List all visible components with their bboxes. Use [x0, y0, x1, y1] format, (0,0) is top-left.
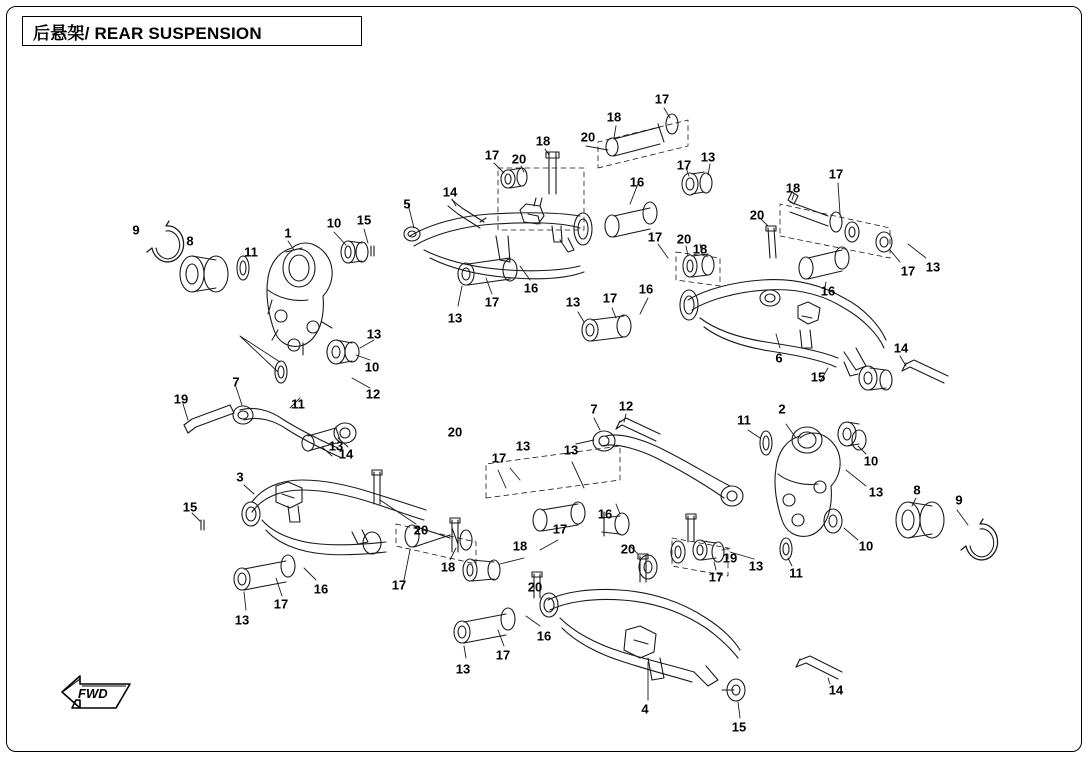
callout-number: 7: [232, 374, 240, 390]
callout-number: 8: [186, 233, 194, 249]
callout-number: 11: [789, 565, 803, 581]
callout-number: 17: [495, 647, 511, 663]
callout-number: 2: [778, 401, 786, 417]
callout-number: 13: [455, 661, 471, 677]
callout-number: 11: [244, 244, 258, 260]
callout-number: 10: [858, 538, 874, 554]
callout-number: 10: [863, 453, 879, 469]
part-a-arm-lower-right: [454, 569, 842, 718]
callout-number: 14: [338, 446, 354, 462]
callout-number: 17: [273, 596, 289, 612]
callout-number: 20: [620, 541, 636, 557]
callout-number: 3: [236, 469, 244, 485]
callout-number: 16: [629, 174, 645, 190]
callout-number: 11: [737, 412, 751, 428]
callout-number: 13: [234, 612, 250, 628]
callout-number: 13: [925, 259, 941, 275]
callout-number: 17: [484, 147, 500, 163]
callout-number: 9: [132, 222, 140, 238]
callout-number: 20: [676, 231, 692, 247]
callout-number: 17: [900, 263, 916, 279]
part-knuckle-left: [147, 221, 374, 458]
callout-number: 15: [356, 212, 372, 228]
callout-number: 12: [618, 398, 634, 414]
callout-number: 15: [182, 499, 198, 515]
callout-number: 1: [284, 225, 292, 241]
callout-number: 6: [775, 350, 783, 366]
callout-number: 17: [491, 450, 507, 466]
callout-number: 13: [366, 326, 382, 342]
callout-number: 12: [365, 386, 381, 402]
callout-number: 13: [868, 484, 884, 500]
callout-number: 18: [512, 538, 528, 554]
callout-number: 16: [638, 281, 654, 297]
callout-number: 17: [602, 290, 618, 306]
part-knuckle-right: [576, 414, 998, 585]
callout-number: 17: [391, 577, 407, 593]
callout-number: 10: [326, 215, 342, 231]
callout-number: 15: [731, 719, 747, 735]
callout-number: 17: [708, 569, 724, 585]
callout-number: 19: [722, 550, 738, 566]
callout-number: 16: [536, 628, 552, 644]
callout-number: 18: [440, 559, 456, 575]
callout-number: 17: [484, 294, 500, 310]
callout-number: 17: [828, 166, 844, 182]
callout-number: 16: [597, 506, 613, 522]
callout-number: 17: [552, 521, 568, 537]
callout-number: 16: [313, 581, 329, 597]
callout-number: 13: [563, 442, 579, 458]
callout-number: 14: [828, 682, 844, 698]
page-title: 后悬架/ REAR SUSPENSION: [33, 23, 262, 43]
callout-number: 13: [748, 558, 764, 574]
callout-number: 9: [955, 492, 963, 508]
callout-number: 18: [606, 109, 622, 125]
callout-number: 18: [535, 133, 551, 149]
callout-number: 13: [565, 294, 581, 310]
callout-number: 11: [291, 396, 305, 412]
part-upper-a-arm-left: [404, 108, 712, 306]
callout-number: 20: [527, 579, 543, 595]
callout-number: 17: [647, 229, 663, 245]
callout-number: 10: [364, 359, 380, 375]
callout-number: 4: [641, 701, 649, 717]
callout-number: 20: [413, 522, 429, 538]
callout-number: 16: [820, 283, 836, 299]
callout-number: 5: [403, 196, 411, 212]
callout-number: 8: [913, 482, 921, 498]
callout-number: 18: [785, 180, 801, 196]
callout-number: 13: [447, 310, 463, 326]
callout-number: 18: [692, 241, 708, 257]
callout-number: 19: [173, 391, 189, 407]
callout-number: 14: [442, 184, 458, 200]
callout-number: 7: [590, 401, 598, 417]
callout-number: 17: [676, 157, 692, 173]
fwd-label: FWD: [78, 686, 108, 701]
callout-number: 15: [810, 369, 826, 385]
callout-number: 16: [523, 280, 539, 296]
callout-number: 20: [447, 424, 463, 440]
callout-number: 17: [654, 91, 670, 107]
callout-number: 13: [328, 438, 344, 454]
callout-number: 13: [700, 149, 716, 165]
callout-number: 13: [515, 438, 531, 454]
callout-number: 20: [511, 151, 527, 167]
callout-number: 14: [893, 340, 909, 356]
part-a-arm-lower-left: [192, 442, 696, 610]
callout-number: 20: [580, 129, 596, 145]
callout-number: 20: [749, 207, 765, 223]
